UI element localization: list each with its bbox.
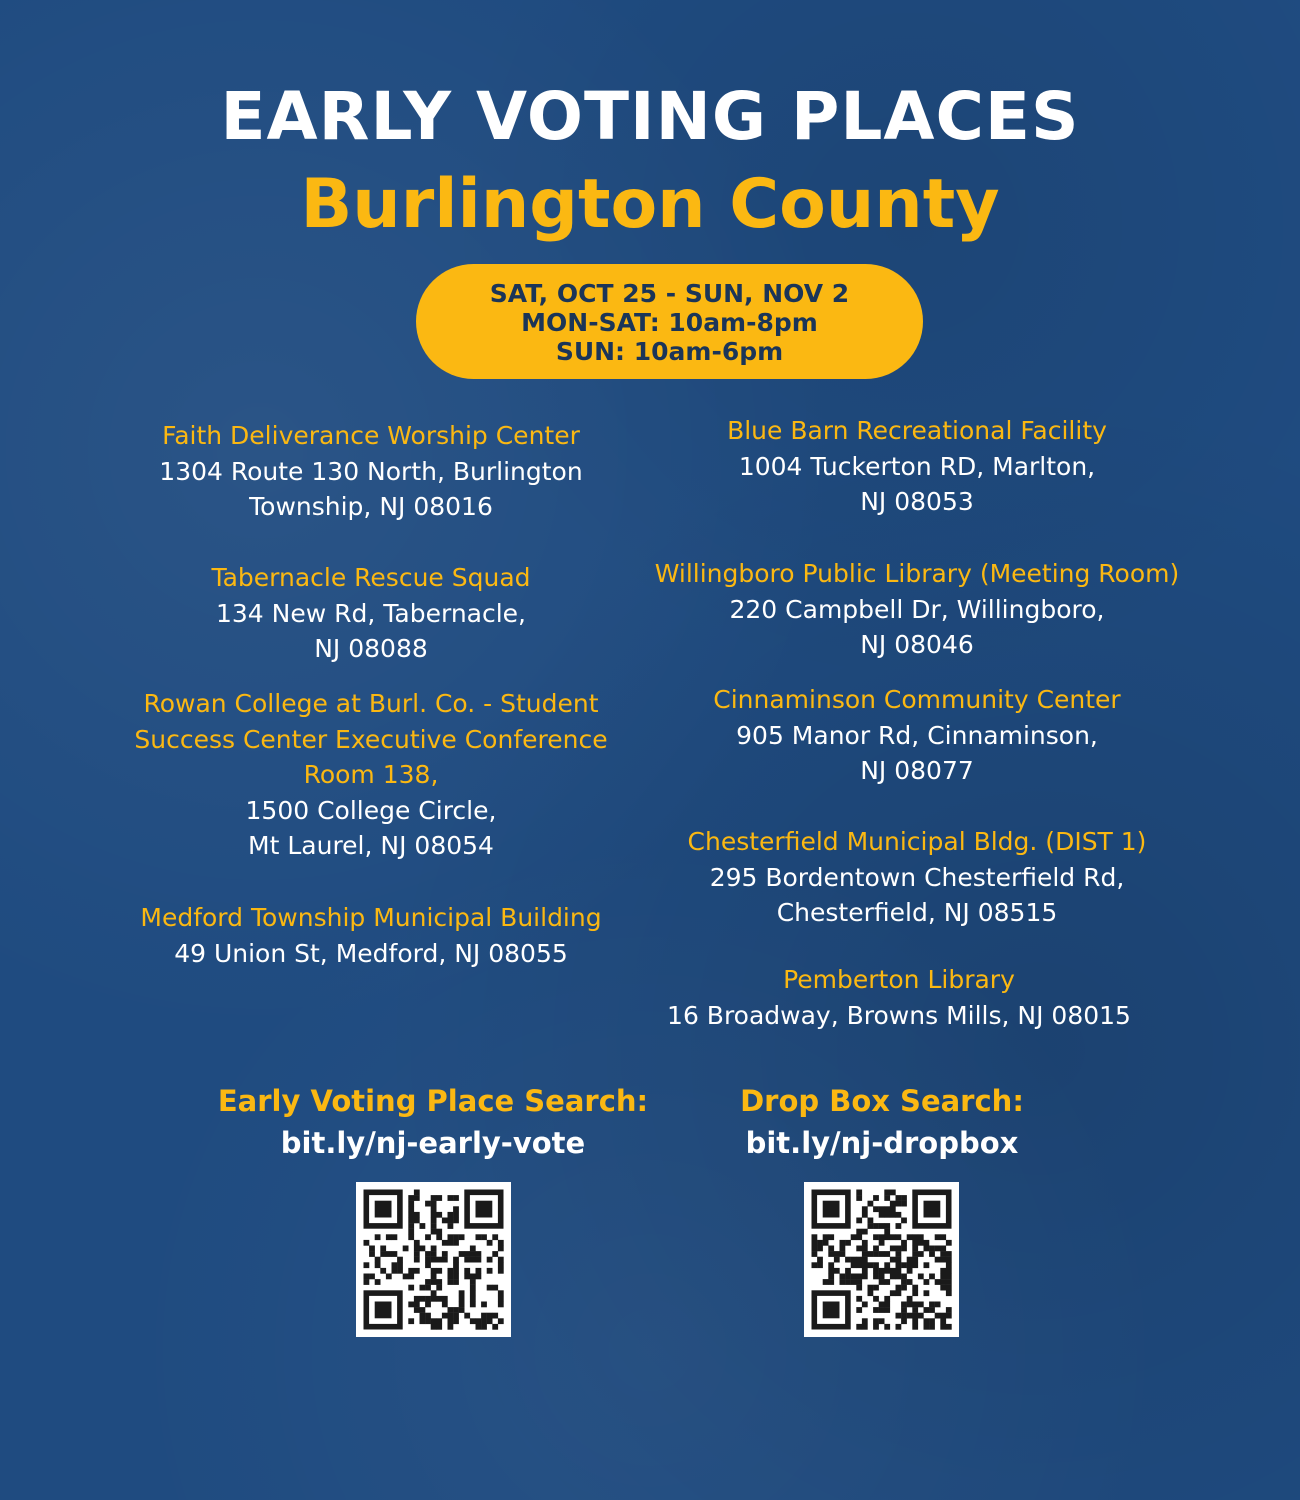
dropbox-search <box>632 1081 1132 1165</box>
location-cinnaminson-center <box>617 682 1217 789</box>
location-address: 905 Manor Rd, Cinnaminson, <box>736 720 1098 750</box>
early-vote-qr-code[interactable] <box>356 1182 511 1337</box>
early-vote-search-label: Early Voting Place Search: <box>217 1084 649 1118</box>
schedule-weekday-hours: MON-SAT: 10am-8pm <box>521 308 818 337</box>
location-name: Faith Deliverance Worship Center <box>162 421 580 450</box>
location-tabernacle-rescue <box>71 560 671 667</box>
early-vote-search-link[interactable]: bit.ly/nj-early-vote <box>280 1126 586 1160</box>
location-faith-deliverance <box>71 418 671 525</box>
location-chesterfield-municipal <box>617 824 1217 931</box>
page-subtitle: Burlington County <box>300 165 1000 244</box>
location-address: NJ 08088 <box>314 634 428 663</box>
location-name: Rowan College at Burl. Co. - Student <box>143 689 599 718</box>
schedule-dates: SAT, OCT 25 - SUN, NOV 2 <box>489 279 850 308</box>
location-address: 16 Broadway, Browns Mills, NJ 08015 <box>667 1000 1131 1030</box>
location-name: Pemberton Library <box>783 965 1015 994</box>
dropbox-search-label: Drop Box Search: <box>740 1084 1024 1118</box>
location-address: 49 Union St, Medford, NJ 08055 <box>174 938 568 968</box>
location-address: 1304 Route 130 North, Burlington <box>159 456 583 486</box>
location-address: NJ 08053 <box>860 487 974 516</box>
schedule-badge <box>416 264 923 379</box>
page-title: EARLY VOTING PLACES <box>220 78 1080 155</box>
schedule-sunday-hours: SUN: 10am-6pm <box>555 337 784 366</box>
dropbox-qr-code[interactable] <box>804 1182 959 1337</box>
location-name: Cinnaminson Community Center <box>713 685 1121 714</box>
location-blue-barn <box>617 413 1217 520</box>
location-address: 1004 Tuckerton RD, Marlton, <box>738 451 1096 481</box>
location-address: 295 Bordentown Chesterfield Rd, <box>709 862 1125 892</box>
location-name: Room 138, <box>303 760 439 789</box>
location-name: Willingboro Public Library (Meeting Room) <box>654 559 1180 588</box>
location-name: Chesterfield Municipal Bldg. (DIST 1) <box>687 827 1147 856</box>
location-address: NJ 08046 <box>860 630 974 659</box>
location-address: Township, NJ 08016 <box>249 492 493 521</box>
location-willingboro-library <box>617 556 1217 663</box>
location-name: Success Center Executive Conference <box>134 724 608 754</box>
location-rowan-college <box>71 686 671 864</box>
location-address: Chesterfield, NJ 08515 <box>776 898 1058 927</box>
location-address: 1500 College Circle, <box>245 795 497 825</box>
early-vote-search <box>183 1081 683 1165</box>
location-name: Blue Barn Recreational Facility <box>727 416 1107 445</box>
location-address: NJ 08077 <box>860 756 974 785</box>
location-address: 134 New Rd, Tabernacle, <box>216 598 526 628</box>
location-name: Tabernacle Rescue Squad <box>211 563 531 592</box>
location-address: Mt Laurel, NJ 08054 <box>248 831 494 860</box>
location-medford-municipal <box>71 900 671 971</box>
dropbox-search-link[interactable]: bit.ly/nj-dropbox <box>745 1126 1019 1160</box>
location-name: Medford Township Municipal Building <box>140 903 602 932</box>
location-address: 220 Campbell Dr, Willingboro, <box>729 594 1105 624</box>
location-pemberton-library <box>599 962 1199 1033</box>
